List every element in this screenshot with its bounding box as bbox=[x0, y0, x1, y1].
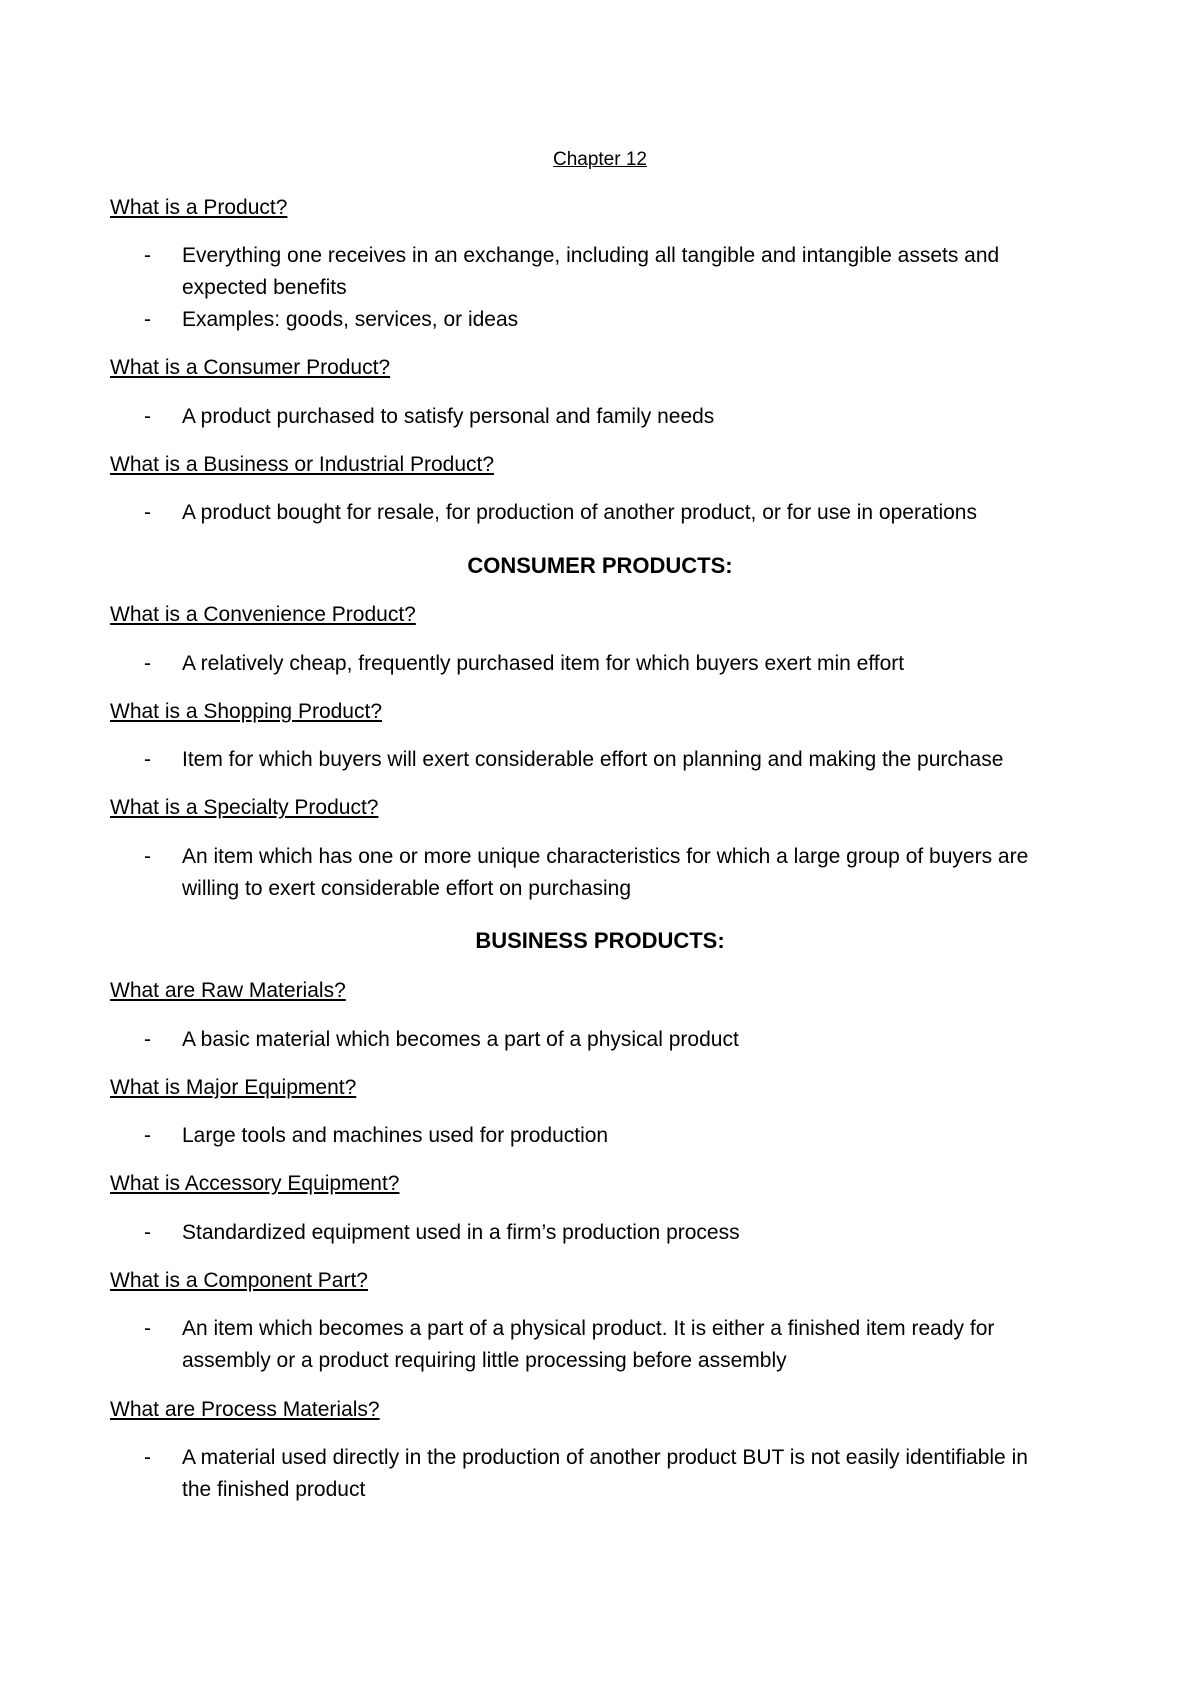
bullet-dash: - bbox=[144, 405, 151, 428]
bullet-text: A product bought for resale, for production of another product, or for use in operations bbox=[182, 501, 977, 524]
bullet-dash: - bbox=[144, 1317, 151, 1340]
bullet-dash: - bbox=[144, 1221, 151, 1244]
bullet-text: An item which becomes a part of a physical product. It is either a finished item ready for bbox=[182, 1317, 995, 1340]
bullet-dash: - bbox=[144, 1446, 151, 1469]
bullet-dash: - bbox=[144, 244, 151, 267]
question-heading: What is a Component Part? bbox=[110, 1269, 368, 1292]
question-heading: What is a Convenience Product? bbox=[110, 603, 416, 626]
question-heading: What is a Product? bbox=[110, 196, 288, 219]
bullet-text: the finished product bbox=[182, 1478, 366, 1501]
bullet-text: willing to exert considerable effort on purchasing bbox=[182, 877, 632, 900]
question-heading: What is Major Equipment? bbox=[110, 1076, 357, 1099]
question-heading: What are Raw Materials? bbox=[110, 979, 346, 1002]
bullet-text: An item which has one or more unique characteristics for which a large group of buyers are bbox=[182, 845, 1029, 868]
section-title-business: BUSINESS PRODUCTS: bbox=[475, 928, 725, 953]
bullet-text: Item for which buyers will exert considerable effort on planning and making the purchase bbox=[182, 748, 1004, 771]
bullet-dash: - bbox=[144, 652, 151, 675]
question-heading: What are Process Materials? bbox=[110, 1398, 380, 1421]
bullet-text: A product purchased to satisfy personal and family needs bbox=[182, 405, 715, 428]
bullet-text: A relatively cheap, frequently purchased item for which buyers exert min effort bbox=[182, 652, 905, 675]
bullet-text: expected benefits bbox=[182, 276, 347, 299]
bullet-text: Standardized equipment used in a firm’s production process bbox=[182, 1221, 740, 1244]
bullet-dash: - bbox=[144, 501, 151, 524]
bullet-text: Examples: goods, services, or ideas bbox=[182, 308, 519, 331]
bullet-text: Everything one receives in an exchange, including all tangible and intangible assets and bbox=[182, 244, 1000, 267]
bullet-dash: - bbox=[144, 308, 151, 331]
bullet-dash: - bbox=[144, 845, 151, 868]
question-heading: What is a Shopping Product? bbox=[110, 700, 382, 723]
bullet-text: A basic material which becomes a part of a physical product bbox=[182, 1028, 739, 1051]
bullet-dash: - bbox=[144, 1028, 151, 1051]
question-heading: What is a Specialty Product? bbox=[110, 796, 379, 819]
chapter-title: Chapter 12 bbox=[552, 149, 647, 170]
bullet-text: assembly or a product requiring little processing before assembly bbox=[182, 1349, 787, 1372]
bullet-text: A material used directly in the production of another product BUT is not easily identifiable in bbox=[182, 1446, 1028, 1469]
bullet-dash: - bbox=[144, 748, 151, 771]
section-title-consumer: CONSUMER PRODUCTS: bbox=[467, 553, 733, 578]
bullet-dash: - bbox=[144, 1124, 151, 1147]
question-heading: What is Accessory Equipment? bbox=[110, 1172, 400, 1195]
question-heading: What is a Consumer Product? bbox=[110, 356, 391, 379]
bullet-text: Large tools and machines used for production bbox=[182, 1124, 609, 1147]
question-heading: What is a Business or Industrial Product? bbox=[110, 453, 495, 476]
